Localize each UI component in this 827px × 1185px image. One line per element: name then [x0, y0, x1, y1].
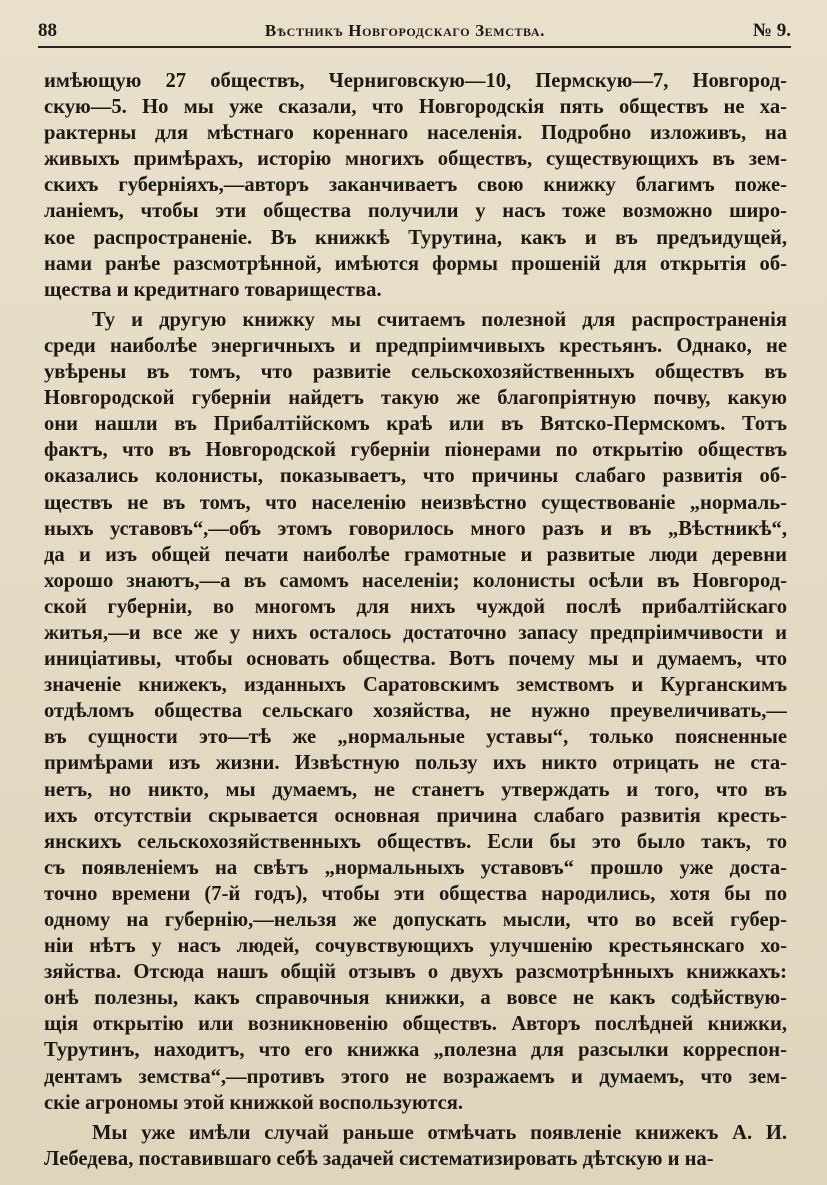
- text-line: рактерны для мѣстнаго кореннаго населенія. Подробно изложивъ, на: [44, 122, 787, 145]
- text-line: кое распространеніе. Въ книжкѣ Турутина, какъ и въ предъидущей,: [44, 226, 787, 249]
- text-line: увѣрены въ томъ, что развитіе сельскохозяйственныхъ обществъ въ: [44, 361, 787, 384]
- text-line: примѣрами изъ жизни. Извѣстную пользу ихъ никто отрицать не ста-: [44, 752, 787, 775]
- text-line: Мы уже имѣли случай раньше отмѣчать появленіе книжекъ А. И.: [92, 1121, 787, 1144]
- text-line: щія открытію или возникновенію обществъ. Авторъ послѣдней книжки,: [44, 1013, 787, 1036]
- text-line: оказались колонисты, показываетъ, что причины слабаго развитія об-: [44, 465, 787, 488]
- paragraph: [44, 1120, 787, 1172]
- text-line: ихъ отсутствіи скрывается основная причина слабаго развитія кресть-: [44, 804, 787, 827]
- text-line: ществъ не въ томъ, что населенію неизвѣстно существованіе „нормаль-: [44, 491, 787, 514]
- issue-number: № 9.: [752, 20, 791, 41]
- text-line: ской губерніи, во многомъ для нихъ чуждой послѣ прибалтійскаго: [44, 595, 787, 618]
- text-line: отдѣломъ общества сельскаго хозяйства, не нужно преувеличивать,—: [44, 700, 787, 723]
- text-line: житья,—и все же у нихъ осталось достаточно запасу предпріимчивости и: [44, 621, 787, 644]
- text-line: Лебедева, поставившаго себѣ задачей систематизировать дѣтскую и на-: [44, 1147, 714, 1170]
- text-line: ланіемъ, чтобы эти общества получили у насъ тоже возможно широ-: [44, 200, 787, 223]
- text-line: Ту и другую книжку мы считаемъ полезной для распространенія: [92, 308, 787, 331]
- text-line: фактъ, что въ Новгородской губерніи піонерами по открытію обществъ: [44, 439, 787, 462]
- text-line: точно времени (7-й годъ), чтобы эти общества народились, хотя бы по: [44, 882, 787, 905]
- page-number: 88: [38, 20, 57, 41]
- text-line: нетъ, но никто, мы думаемъ, не станетъ утверждать и того, что въ: [44, 778, 787, 801]
- text-line: янскихъ сельскохозяйственныхъ обществъ. Если бы это было такъ, то: [44, 830, 787, 853]
- text-line: иниціативы, чтобы основать общества. Вотъ почему мы и думаемъ, что: [44, 648, 787, 671]
- text-line: скую—5. Но мы уже сказали, что Новгородскія пять обществъ не ха-: [44, 96, 787, 119]
- text-line: одному на губернію,—нельзя же допускать мысли, что во всей губер-: [44, 909, 787, 931]
- text-line: среди наиболѣе энергичныхъ и предпріимчивыхъ крестьянъ. Однако, не: [44, 334, 787, 357]
- page-header: [38, 20, 791, 46]
- text-line: имѣющую 27 обществъ, Черниговскую—10, Пермскую—7, Новгород-: [44, 70, 787, 92]
- text-line: онѣ полезны, какъ справочныя книжки, а вовсе не какъ содѣйствую-: [44, 987, 787, 1010]
- text-line: дентамъ земства“,—противъ этого не возражаемъ и думаемъ, что зем-: [44, 1065, 787, 1088]
- paragraph: [44, 68, 787, 303]
- paragraph: [44, 307, 787, 1116]
- text-line: они нашли въ Прибалтійскомъ краѣ или въ Вятско-Пермскомъ. Тотъ: [44, 413, 787, 436]
- text-line: ніи нѣтъ у насъ людей, сочувствующихъ улучшенію крестьянскаго хо-: [44, 935, 787, 958]
- text-line: скихъ губерніяхъ,—авторъ заканчиваетъ свою книжку благимъ поже-: [44, 174, 787, 197]
- text-line: хорошо знаютъ,—а въ самомъ населеніи; колонисты осѣли въ Новгород-: [44, 569, 787, 592]
- text-line: да и изъ общей печати наиболѣе грамотные и развитые люди деревни: [44, 543, 787, 566]
- text-line: съ появленіемъ на свѣтъ „нормальныхъ уставовъ“ прошло уже доста-: [44, 856, 787, 879]
- text-line: живыхъ примѣрахъ, исторію многихъ обществъ, существующихъ въ зем-: [44, 148, 787, 171]
- text-line: скіе агрономы этой книжкой воспользуются.: [44, 1091, 464, 1114]
- header-rule: [38, 46, 791, 48]
- text-line: зяйства. Отсюда нашъ общій отзывъ о двухъ разсмотрѣнныхъ книжкахъ:: [44, 961, 787, 984]
- text-line: Новгородской губерніи найдетъ такую же благопріятную почву, какую: [44, 387, 787, 410]
- text-line: Турутинъ, находитъ, что его книжка „полезна для разсылки корреспон-: [44, 1039, 787, 1062]
- text-line: щества и кредитнаго товарищества.: [44, 278, 382, 301]
- text-line: нами ранѣе разсмотрѣнной, имѣются формы прошеній для открытія об-: [44, 252, 787, 275]
- journal-title: Вѣстникъ Новгородскаго Земства.: [264, 21, 546, 40]
- body-text: [44, 68, 787, 1172]
- text-line: ныхъ уставовъ“,—объ этомъ говорилось много разъ и въ „Вѣстникѣ“,: [44, 517, 787, 540]
- text-line: въ сущности это—тѣ же „нормальные уставы“, только поясненные: [44, 726, 787, 749]
- text-line: значеніе книжекъ, изданныхъ Саратовскимъ земствомъ и Курганскимъ: [44, 674, 787, 697]
